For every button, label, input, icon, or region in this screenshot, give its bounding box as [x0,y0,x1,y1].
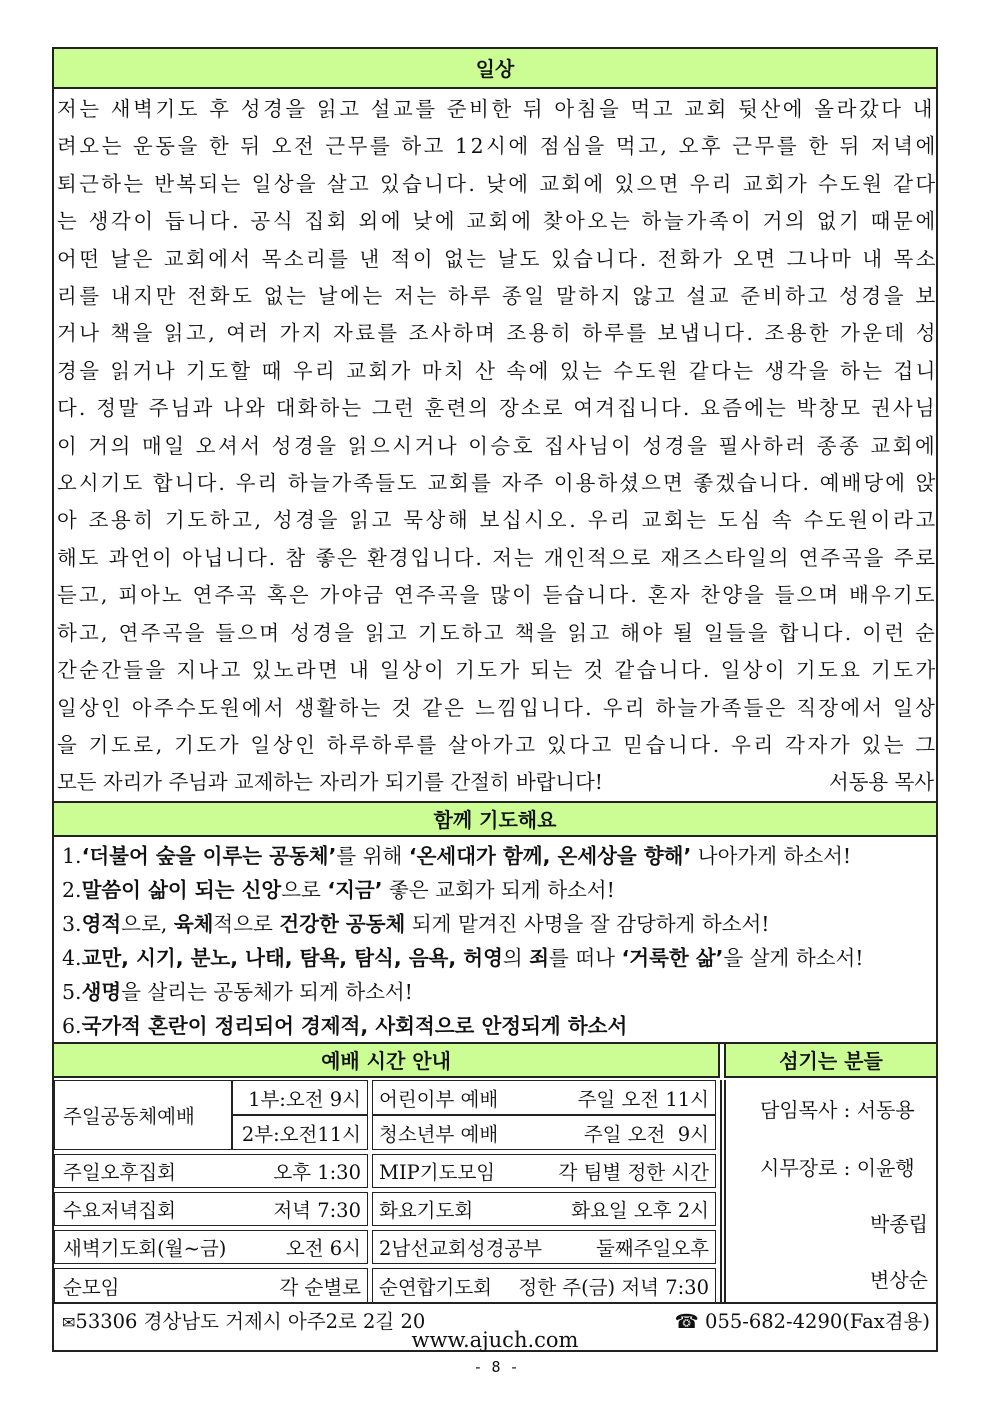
service-time: 저녁 7:30 [273,1199,361,1222]
prayer-item [62,941,936,975]
prayer-text: 2. [62,878,82,902]
service-name: 순연합기도회 [379,1276,493,1299]
service-row [372,1230,716,1264]
website-link[interactable]: www.ajuch.com [411,1328,579,1352]
prayer-text: 3. [62,912,82,936]
service-row [372,1192,716,1226]
essay-line: 간순간들을 지나고 있노라면 내 일상이 기도가 되는 것 같습니다. 일상이 기도요 기도가 [57,658,938,683]
essay-line: 어떤 날은 교회에서 목소리를 낸 적이 없는 날도 있습니다. 전화가 오면 그나마 내 목소 [57,246,938,271]
prayer-emphasis: 생명 [81,980,122,1004]
essay-line: 경을 읽거나 기도할 때 우리 교회가 마치 산 속에 있는 수도원 같다는 생각을 하는 겁니 [57,358,938,383]
service-name: 화요기도회 [379,1199,474,1222]
prayer-item [62,907,936,941]
phone-number: 055-682-4290(Fax겸용) [705,1310,930,1333]
essay-last-line [57,764,934,801]
service-name: 새벽기도회(월~금) [63,1237,227,1260]
page-number: - 8 - [473,1358,519,1376]
pastor-name: 담임목사 : 서동용 [760,1098,915,1122]
prayer-emphasis: 국가적 혼란이 정리되어 경제적, 사회적으로 안정되게 하소서 [81,1014,628,1038]
essay-line: 저는 새벽기도 후 성경을 읽고 설교를 준비한 뒤 아침을 먹고 교회 뒷산에 올라갔다 내 [57,97,936,121]
service-time: 둘째주일오후 [595,1237,709,1260]
essay-line: 아 조용히 기도하고, 성경을 읽고 묵상해 보십시오. 우리 교회는 도심 속 수도원이라고 [57,508,938,533]
bulletin-frame [52,47,938,1352]
service-name: 주일공동체예배 [54,1080,232,1150]
prayer-text: 나아가게 하소서! [691,844,852,868]
essay-section [54,49,936,802]
prayer-item [62,975,936,1009]
prayer-text: 적으로 [213,912,280,936]
service-row [54,1230,368,1264]
essay-line: 려오는 운동을 한 뒤 오전 근무를 하고 12시에 점심을 먹고, 오후 근무를 한 뒤 저녁에 [57,134,938,159]
service-name: 청소년부 예배 [379,1122,499,1146]
service-row [372,1080,716,1115]
service-time: 오후 1:30 [273,1161,361,1184]
service-row [54,1154,368,1188]
elder-name: 시무장로 : 이윤행 [760,1156,915,1180]
essay-line: 오시기도 합니다. 우리 하늘가족들도 교회를 자주 이용하셨으면 좋겠습니다. 예배당에 앉 [57,471,938,496]
essay-line: 다. 정말 주님과 나와 대화하는 그런 훈련의 장소로 여겨집니다. 요즘에는 박창모 권사님 [57,396,937,421]
footer [54,1302,936,1352]
service-time: 오전 6시 [285,1237,361,1260]
prayer-emphasis: ‘온세대가 함께, 온세상을 향해’ [408,844,692,868]
essay-closing-text: 모든 자리가 주님과 교제하는 자리가 되기를 간절히 바랍니다! [57,770,603,795]
prayer-text: 를 위해 [336,844,409,868]
prayer-emphasis: ‘지금’ [327,878,383,902]
essay-line: 리를 내지만 전화도 없는 날에는 저는 하루 종일 말하지 않고 설교 준비하고 성경을 보 [57,284,938,309]
essay-line: 해도 과언이 아닙니다. 참 좋은 환경입니다. 저는 개인적으로 재즈스타일의 연주곡을 주로 [57,545,937,570]
service-row [372,1115,716,1150]
service-time: 각 팀별 정한 시간 [558,1161,709,1184]
essay-title: 일상 [54,49,936,89]
essay-line: 듣고, 피아노 연주곡 혹은 가야금 연주곡을 많이 듣습니다. 혼자 찬양을 들으며 배우기도 [57,583,937,608]
service-time: 각 순별로 [279,1276,361,1299]
essay-line: 이 거의 매일 오셔서 성경을 읽으시거나 이승호 집사님이 성경을 필사하러 종종 교회에 [57,433,938,458]
prayer-text: 좋은 교회가 되게 하소서! [382,878,615,902]
service-times-title: 예배 시간 안내 [54,1044,720,1078]
prayer-emphasis: 죄 [529,946,550,970]
elder-name: 변상순 [870,1268,928,1292]
prayer-text: 되게 맡겨진 사명을 잘 감당하게 하소서! [405,912,770,936]
service-time: 주일 오전 9시 [583,1122,709,1146]
prayer-item [62,839,936,873]
prayer-emphasis: 육체 [173,912,214,936]
service-times-table [54,1080,722,1304]
prayer-list [54,837,936,1043]
prayer-text: 1. [62,844,82,868]
prayer-emphasis: 교만, 시기, 분노, 나태, 탐욕, 탐식, 음욕, 허영 [81,946,503,970]
essay-line: 일상인 아주수도원에서 생활하는 것 같은 느낌입니다. 우리 하늘가족들은 직장에서 일상 [57,695,938,720]
prayer-text: 의 [502,946,530,970]
service-time: 주일 오전 11시 [577,1087,709,1111]
service-row [372,1268,716,1304]
essay-body [54,89,936,802]
phone-icon: ☎ [674,1310,699,1333]
prayer-emphasis: 영적 [81,912,122,936]
prayer-text: 을 살게 하소서! [723,946,864,970]
service-row [372,1154,716,1188]
prayer-text: 를 떠나 [549,946,622,970]
service-name: MIP기도모임 [379,1161,496,1184]
service-name: 순모임 [63,1276,120,1299]
essay-line: 하고, 연주곡을 들으며 성경을 읽고 기도하고 책을 읽고 해야 될 일들을 합니다. 이런 순 [57,620,938,645]
service-time: 화요일 오후 2시 [571,1199,709,1222]
address-text: 53306 경상남도 거제시 아주2로 2길 20 [75,1310,426,1333]
prayer-title: 함께 기도해요 [54,803,936,837]
service-row [54,1268,368,1304]
essay-line: 퇴근하는 반복되는 일상을 살고 있습니다. 낮에 교회에 있으면 우리 교회가 수도원 같다 [57,171,938,196]
prayer-text: 4. [62,946,82,970]
service-name: 2남선교회성경공부 [379,1237,543,1260]
service-time: 정한 주(금) 저녁 7:30 [518,1276,709,1299]
essay-signature: 서동용 목사 [829,770,934,795]
prayer-emphasis: 건강한 공동체 [279,912,406,936]
service-name: 수요저녁집회 [63,1199,177,1222]
prayer-text: 6. [62,1014,82,1038]
prayer-emphasis: ‘거룩한 삶’ [621,946,724,970]
prayer-emphasis: 말씀이 삶이 되는 신앙 [81,878,282,902]
prayer-text: 으로 [281,878,328,902]
prayer-item [62,873,936,907]
ministers-title: 섬기는 분들 [724,1044,936,1078]
essay-line: 을 기도로, 기도가 일상인 하루하루를 살아가고 있다고 믿습니다. 우리 각자가 있는 그 [57,732,938,757]
essay-line: 거나 책을 읽고, 여러 가지 자료를 조사하며 조용히 하루를 보냅니다. 조용한 가운데 성 [57,321,938,346]
ministers-list [724,1080,938,1304]
info-section [54,1042,936,1304]
mail-icon: ✉ [62,1313,76,1332]
elder-name: 박종립 [870,1212,928,1236]
prayer-text: 을 살리는 공동체가 되게 하소서! [121,980,413,1004]
prayer-text: 으로, [121,912,174,936]
service-name: 어린이부 예배 [379,1087,499,1111]
service-time: 1부:오전 9시 [232,1080,368,1115]
prayer-text: 5. [62,980,82,1004]
prayer-item [62,1009,936,1043]
prayer-emphasis: ‘더불어 숲을 이루는 공동체’ [81,844,337,868]
service-time: 2부:오전11시 [232,1115,368,1150]
prayer-section [54,801,936,1043]
essay-line: 는 생각이 듭니다. 공식 집회 외에 낮에 교회에 찾아오는 하늘가족이 거의 없기 때문에 [57,209,938,234]
service-name: 주일오후집회 [63,1161,177,1184]
service-row [54,1192,368,1226]
